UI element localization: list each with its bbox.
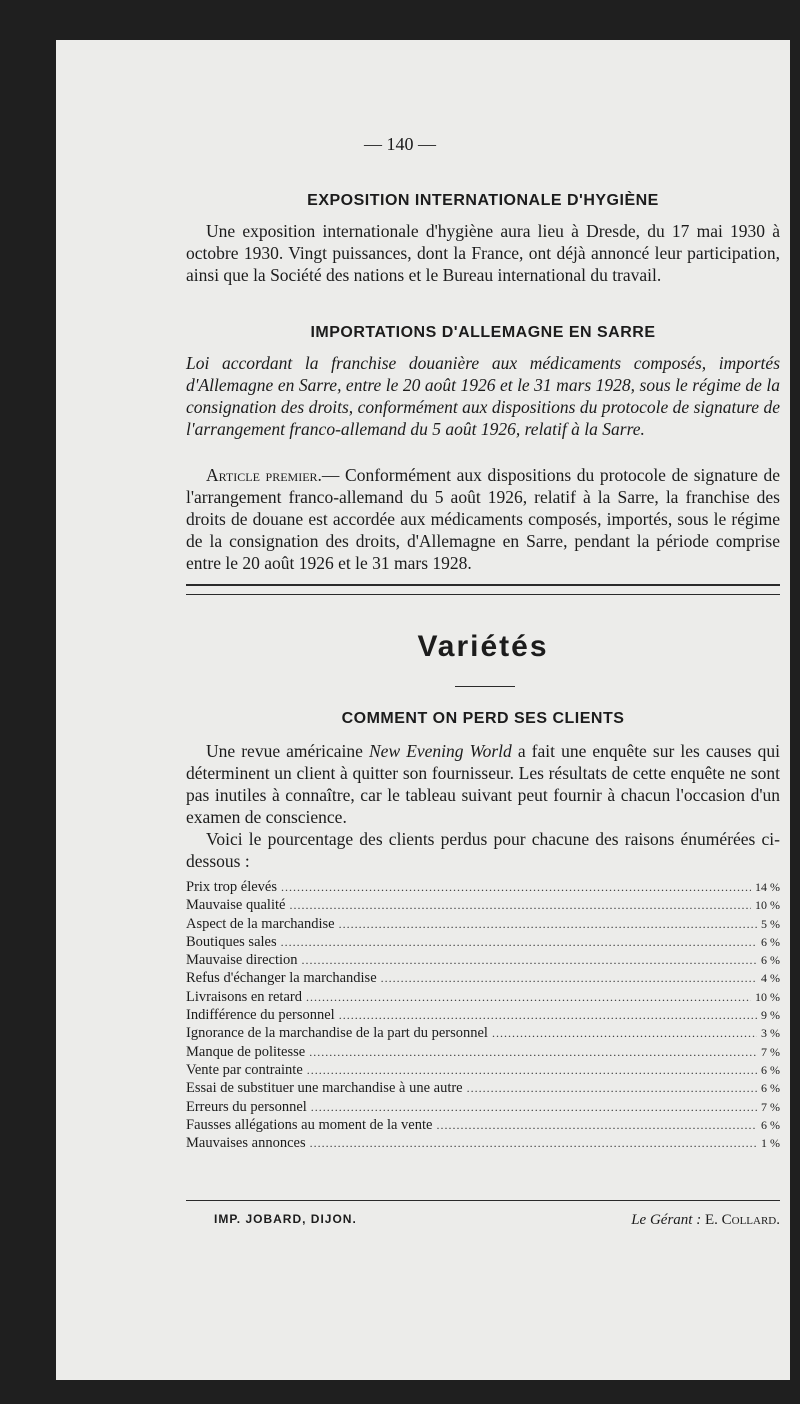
reason-label: Livraisons en retard [186, 988, 302, 1005]
manager-name: E. Collard. [704, 1212, 780, 1228]
leader-dots [302, 951, 757, 969]
leader-dots [310, 1134, 757, 1152]
list-item [186, 1024, 780, 1042]
paragraph-survey [186, 740, 780, 872]
heading-clients: COMMENT ON PERD SES CLIENTS [341, 710, 625, 727]
reason-percentage: 10 % [755, 989, 780, 1004]
reason-label: Prix trop élevés [186, 879, 278, 895]
article-label: Article premier. [206, 465, 322, 485]
list-item [186, 878, 780, 896]
heading-importations: IMPORTATIONS D'ALLEMAGNE EN SARRE [310, 324, 656, 341]
paragraph-exposition [186, 220, 780, 286]
reason-label: Mauvaises annonces [186, 1135, 306, 1152]
reason-percentage: 10 % [755, 898, 780, 913]
printer-credit: IMP. JOBARD, DIJON. [214, 1212, 357, 1226]
reason-label: Indifférence du personnel [186, 1007, 335, 1024]
reason-percentage: 7 % [761, 1044, 780, 1059]
leader-dots [306, 988, 751, 1006]
reason-percentage: 6 % [761, 1081, 780, 1096]
reason-label: Vente par contrainte [186, 1061, 303, 1078]
leader-dots [339, 915, 757, 933]
article-text: — Conformément aux dispositions du protocole de signature de l'arrangement franco-allemand du 5 août 1926, relatif à la Sarre, la franchise des droits de douane est accordée aux médicaments composés, importés, sous le régime de la consignation des droits, d'Allemagne en Sarre, pendant la période comprise entre le 20 août 1926 et le 31 mars 1928. [186, 465, 780, 573]
leader-dots [492, 1024, 757, 1042]
list-item [186, 896, 780, 914]
leader-dots [307, 1061, 757, 1079]
reason-percentage: 9 % [761, 1008, 780, 1023]
reason-percentage: 14 % [755, 880, 780, 894]
manager-credit [590, 1212, 780, 1229]
exposition-text: Une exposition internationale d'hygiène aura lieu à Dresde, du 17 mai 1930 à octobre 1930. Vingt puissances, dont la France, ont déjà annoncé leur participation, ainsi que la Société des nations et le Bureau international du travail. [186, 221, 780, 285]
list-item [186, 1006, 780, 1024]
list-item [186, 969, 780, 987]
section-title-varietes: Variétés [417, 630, 549, 663]
list-item [186, 951, 780, 969]
reason-label: Mauvaise direction [186, 952, 298, 969]
reason-label: Ignorance de la marchandise de la part du personnel [186, 1025, 488, 1042]
reason-label: Boutiques sales [186, 933, 277, 950]
reason-label: Refus d'échanger la marchandise [186, 970, 377, 987]
paragraph-article [186, 464, 780, 574]
magazine-name: New Evening World [369, 741, 512, 761]
manager-label: Le Gérant : [631, 1212, 702, 1228]
leader-dots [311, 1098, 757, 1116]
list-item [186, 1116, 780, 1134]
reason-percentage: 7 % [761, 1099, 780, 1114]
survey-text-a: Une revue américaine [206, 741, 369, 761]
reason-label: Manque de politesse [186, 1043, 306, 1060]
paragraph-law-intro [186, 352, 780, 440]
survey-list-intro: Voici le pourcentage des clients perdus pour chacune des raisons énumérées ci-dessous : [186, 829, 780, 871]
leader-dots [281, 878, 751, 896]
reason-percentage: 6 % [761, 953, 780, 968]
reason-percentage: 6 % [761, 1117, 780, 1132]
reason-percentage: 3 % [761, 1026, 780, 1041]
list-item [186, 988, 780, 1006]
heading-exposition: EXPOSITION INTERNATIONALE D'HYGIÈNE [307, 192, 659, 209]
divider-rule-bottom [186, 594, 780, 595]
law-intro-text: Loi accordant la franchise douanière aux médicaments composés, importés d'Allemagne en Sarre, entre le 20 août 1926 et le 31 mars 1928, sous le régime de la consignation des droits, conformément aux dispositions du protocole de signature de l'arrangement franco-allemand du 5 août 1926, relatif à la Sarre. [186, 353, 780, 439]
title-underline [455, 686, 515, 687]
survey-text-b: a fait une enquête sur les causes qui déterminent un client à quitter son fournisseur. Les résultats de cette enquête ne sont pas inutiles à connaître, car le tableau suivant peut fournir à chacun l'occasion d'un examen de conscience. [186, 741, 780, 827]
reason-percentage: 6 % [761, 1062, 780, 1077]
reason-label: Essai de substituer une marchandise à une autre [186, 1080, 463, 1097]
reason-percentage: 1 % [761, 1136, 780, 1151]
reasons-list [186, 878, 780, 1152]
list-item [186, 1134, 780, 1152]
leader-dots [339, 1006, 757, 1024]
leader-dots [436, 1116, 757, 1134]
reason-percentage: 6 % [761, 934, 780, 949]
leader-dots [289, 896, 751, 914]
reason-label: Mauvaise qualité [186, 897, 286, 914]
list-item [186, 915, 780, 933]
leader-dots [381, 969, 757, 987]
leader-dots [467, 1079, 757, 1097]
page-number: — 140 — [364, 134, 436, 154]
reason-percentage: 5 % [761, 916, 780, 931]
reason-label: Erreurs du personnel [186, 1098, 307, 1115]
footer-rule [186, 1200, 780, 1201]
list-item [186, 1061, 780, 1079]
list-item [186, 933, 780, 951]
leader-dots [281, 933, 757, 951]
leader-dots [309, 1043, 757, 1061]
reason-label: Aspect de la marchandise [186, 915, 335, 932]
reason-label: Fausses allégations au moment de la vente [186, 1116, 433, 1133]
list-item [186, 1079, 780, 1097]
reason-percentage: 4 % [761, 971, 780, 986]
list-item [186, 1043, 780, 1061]
list-item [186, 1098, 780, 1116]
divider-rule-top [186, 584, 780, 586]
